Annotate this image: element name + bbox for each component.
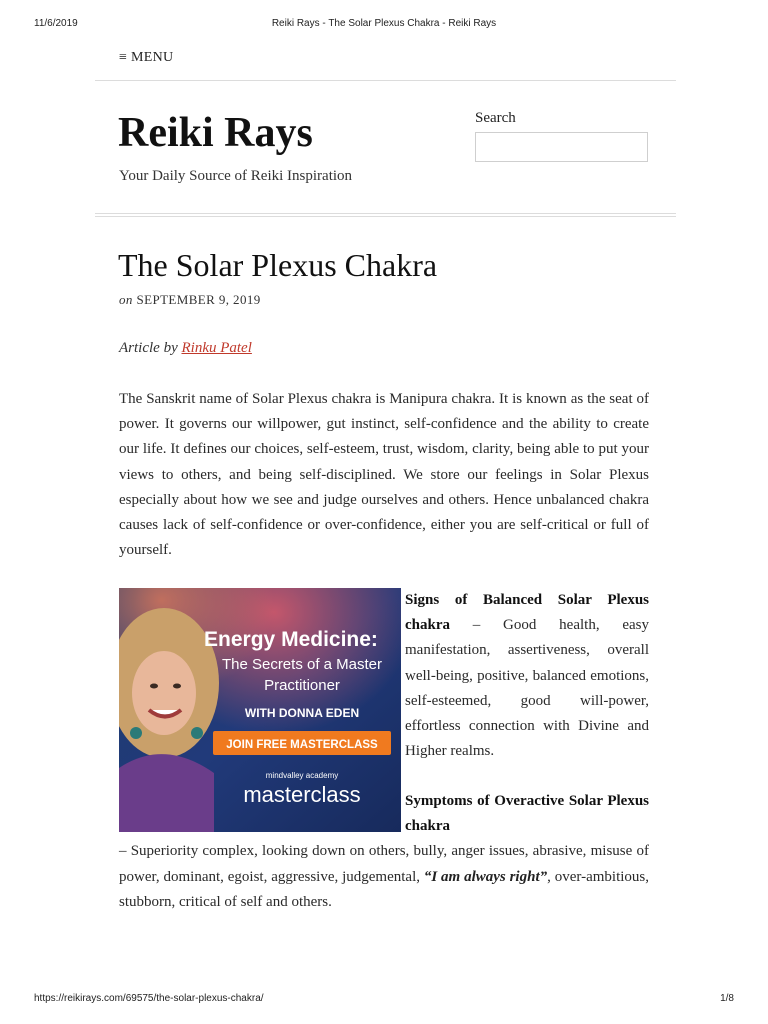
overactive-quote: “I am always right” [423, 868, 548, 885]
print-url: https://reikirays.com/69575/the-solar-plexus-chakra/ [34, 993, 264, 1004]
page-number: 1/8 [720, 993, 734, 1004]
balanced-heading: Signs of Balanced Solar Plexus chakra [405, 592, 649, 634]
print-date: 11/6/2019 [34, 18, 78, 29]
search-label: Search [475, 110, 516, 126]
ad-subtitle-2: Practitioner [264, 677, 340, 694]
overactive-first-lines [405, 789, 649, 839]
meta-on-label: on [119, 292, 133, 307]
overactive-heading: Symptoms of Overactive Solar Plexus chakra [405, 793, 649, 835]
ad-product: masterclass [243, 782, 361, 807]
print-page-title: Reiki Rays - The Solar Plexus Chakra - Reiki Rays [271, 18, 497, 29]
ad-headline: Energy Medicine: [204, 628, 378, 651]
balanced-text: – Good health, easy manifestation, assertiveness, overall well-being, positive, balanced emotions, self-esteemed, good will-power, effortless connection with Divine and Higher realms. [405, 617, 649, 760]
byline [119, 340, 252, 357]
post-date: SEPTEMBER 9, 2019 [136, 292, 261, 307]
overactive-paragraph [119, 789, 649, 915]
site-tagline: Your Daily Source of Reiki Inspiration [119, 168, 353, 184]
post-meta [119, 292, 261, 308]
ad-presenter: WITH DONNA EDEN [244, 706, 360, 720]
divider [95, 213, 676, 214]
byline-prefix: Article by [119, 340, 178, 356]
menu-button[interactable]: ≡ MENU [119, 50, 174, 65]
ad-subtitle-1: The Secrets of a Master [221, 656, 383, 673]
intro-paragraph: The Sanskrit name of Solar Plexus chakra is Manipura chakra. It is known as the seat of power. It governs our willpower, gut instinct, self-confidence and the ability to create our life. It defines our choices, self-esteem, trust, wisdom, clarity, being able to put your views to others, and being self-disciplined. We store our feelings in Solar Plexus especially about how we see and judge ourselves and others. Hence unbalanced chakra causes lack of self-confidence or over-confidence, either you are self-critical or full of yourself. [119, 391, 649, 559]
overactive-text-2: , over-ambitious, stubborn, critical of self and others. [119, 868, 649, 910]
ad-brand: mindvalley academy [265, 771, 339, 780]
ad-cta-label: JOIN FREE MASTERCLASS [226, 739, 378, 751]
post-title: The Solar Plexus Chakra [118, 247, 438, 283]
site-title[interactable]: Reiki Rays [118, 110, 313, 156]
divider [95, 216, 676, 217]
search-input[interactable] [475, 132, 648, 162]
author-link[interactable]: Rinku Patel [181, 340, 252, 356]
balanced-paragraph [405, 588, 649, 764]
overactive-text-1: – Superiority complex, looking down on others, bully, anger issues, abrasive, misuse of power, dominant, egoist, aggressive, judgemental, [119, 843, 649, 885]
divider [95, 80, 676, 81]
